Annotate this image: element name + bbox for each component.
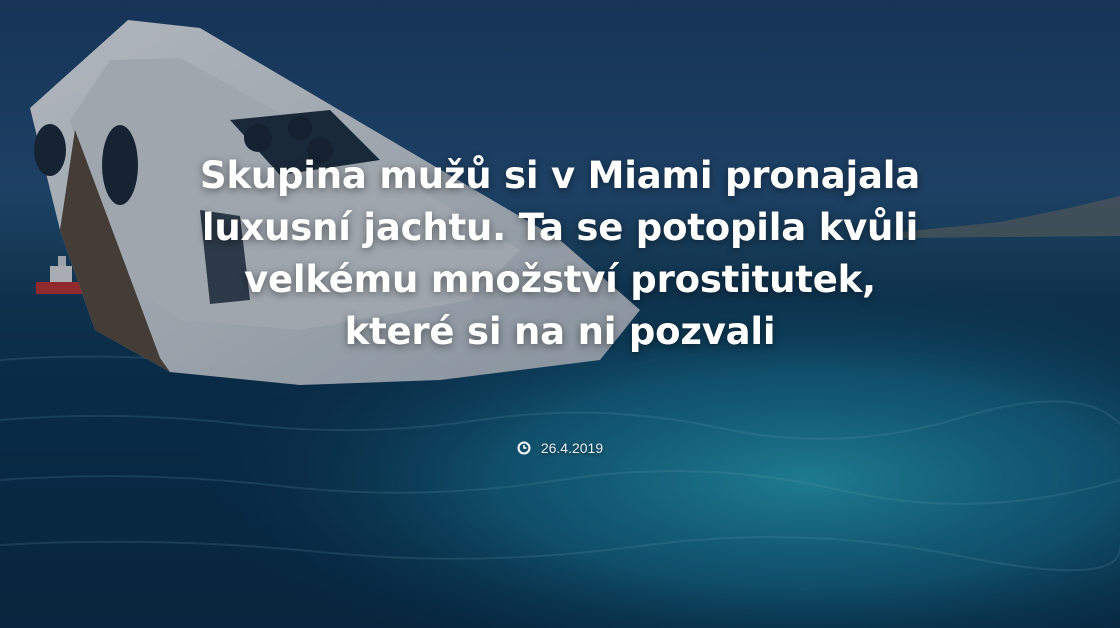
article-title[interactable]: Skupina mužů si v Miami pronajala luxusní jachtu. Ta se potopila kvůli velkému množství prostitutek, které si na ni pozvali: [200, 154, 920, 353]
article-meta: [0, 440, 1120, 456]
article-date: 26.4.2019: [540, 440, 604, 456]
clock-icon: [517, 441, 531, 455]
